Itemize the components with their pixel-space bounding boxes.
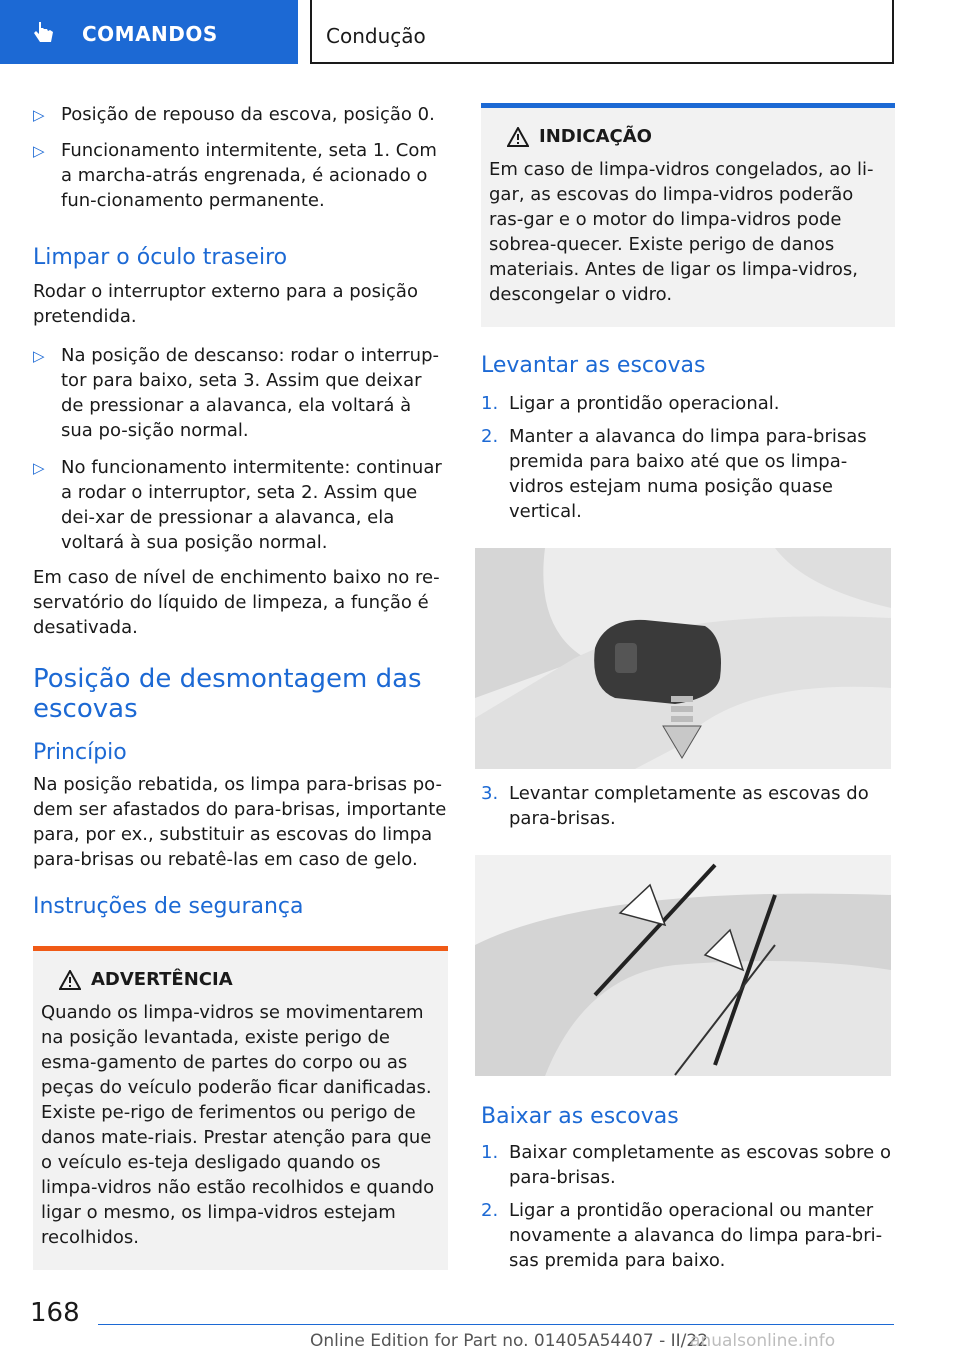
section-heading: Baixar as escovas — [481, 1104, 679, 1129]
list-item: 1. Ligar a prontidão operacional. — [481, 393, 780, 414]
notice-text: Em caso de limpa-vidros congelados, ao li-gar, as escovas do limpa-vidros poderão ras-gar e o motor do limpa-vidros pode sobrea-quecer. Existe perigo de danos materiais. Antes de ligar os limpa-vidros, descongelar o vidro. — [489, 159, 874, 305]
edition-text: Online Edition for Part no. 01405A54407 - II/22 — [310, 1331, 709, 1351]
notice-box — [481, 103, 895, 327]
paragraph: Na posição rebatida, os limpa para-brisas po-dem ser afastados do para-brisas, importante para, por ex., substituir as escovas do limpa para-brisas ou rebatê-las em caso de gelo. — [33, 774, 447, 870]
list-item: ▷ No funcionamento intermitente: continuar a rodar o interruptor, seta 2. Assim que dei-xar de pressionar a alavanca, ela voltará à sua posição normal. — [33, 457, 442, 553]
footer-divider — [98, 1324, 894, 1325]
list-item: ▷ Posição de repouso da escova, posição 0. — [33, 102, 448, 127]
subsection-heading: Instruções de segurança — [33, 894, 304, 919]
hand-icon — [30, 20, 56, 46]
triangle-bullet-icon: ▷ — [33, 347, 45, 365]
paragraph: Rodar o interruptor externo para a posição pretendida. — [33, 281, 418, 327]
left-column — [33, 96, 448, 1270]
wiper-illustration — [475, 855, 891, 1076]
watermark-text: anualsonline.info — [690, 1331, 836, 1351]
warning-text: Quando os limpa-vidros se movimentarem na posição levantada, existe perigo de esma-gamento de partes do corpo ou as peças do veículo poderão ficar danificadas. Existe pe-rigo de ferimentos ou perigo de danos mate-riais. Prestar atenção para que o veículo es-teja desligado quando os limpa-vidros não estão recolhidos e quando ligar o mesmo, os limpa-vidros estejam recolhidos. — [41, 1002, 435, 1248]
list-item: 3. Levantar completamente as escovas do para-brisas. — [481, 783, 869, 829]
chapter-tab — [0, 0, 298, 64]
paragraph: Em caso de nível de enchimento baixo no re-servatório do líquido de limpeza, a função é desativada. — [33, 567, 440, 638]
lever-illustration — [475, 548, 891, 769]
chapter-label: COMANDOS — [82, 22, 218, 46]
list-item: 1. Baixar completamente as escovas sobre o para-brisas. — [481, 1142, 891, 1188]
warning-title: ADVERTÊNCIA — [91, 969, 233, 990]
section-heading: Limpar o óculo traseiro — [33, 245, 288, 270]
warning-box — [33, 946, 448, 1270]
right-column — [481, 103, 895, 1273]
triangle-bullet-icon: ▷ — [33, 142, 45, 160]
triangle-bullet-icon: ▷ — [33, 459, 45, 477]
list-item: ▷ Funcionamento intermitente, seta 1. Com a marcha-atrás engrenada, é acionado o fun-cionamento permanente. — [33, 140, 437, 211]
subsection-heading: Princípio — [33, 740, 127, 765]
list-item: 2. Ligar a prontidão operacional ou manter novamente a alavanca do limpa para-bri-sas premida para baixo. — [481, 1200, 883, 1271]
page-number: 168 — [30, 1298, 80, 1328]
list-item: 2. Manter a alavanca do limpa para-brisas premida para baixo até que os limpa-vidros estejam numa posição quase vertical. — [481, 426, 867, 522]
warning-icon — [507, 127, 529, 147]
warning-icon — [59, 970, 81, 990]
section-heading: Posição de desmontagem das escovas — [33, 664, 422, 724]
list-item: ▷ Na posição de descanso: rodar o interrup-tor para baixo, seta 3. Assim que deixar de pressionar a alavanca, ela voltará à sua po-sição normal. — [33, 345, 439, 441]
notice-title: INDICAÇÃO — [539, 126, 652, 147]
triangle-bullet-icon: ▷ — [33, 106, 45, 124]
section-header — [310, 0, 894, 64]
section-heading: Levantar as escovas — [481, 353, 706, 378]
section-label: Condução — [326, 24, 426, 48]
